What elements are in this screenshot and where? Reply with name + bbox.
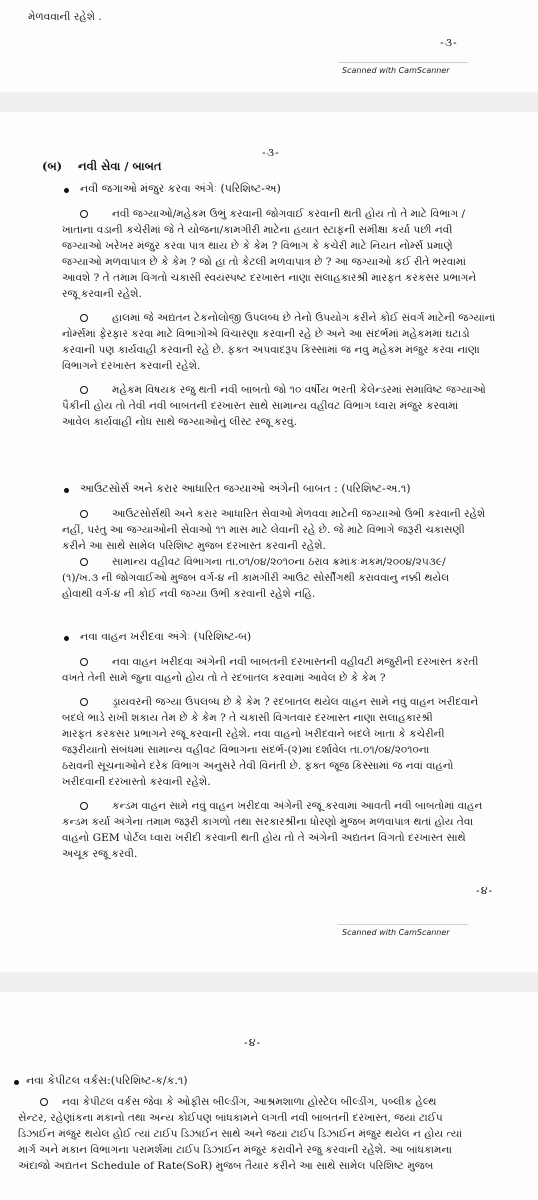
page-text-end: મેળવવાની રહેશે . bbox=[28, 11, 102, 23]
paragraph-line: હોવાથી વર્ગ-૪ ની કોઈ નવી જગ્યા ઉભી કરવાની રહેશે નહિ. bbox=[62, 588, 316, 600]
circle-bullet-icon bbox=[80, 658, 88, 666]
paragraph-line: ખરીદવાની દરખાસ્તો કરવાની રહેશે. bbox=[62, 776, 211, 788]
paragraph-line: નવી જગ્યાઓ/મહેકમ ઉભું કરવાની જોગવાઈ કરવાની થતી હોય તો તે માટે વિભાગ / bbox=[112, 208, 466, 220]
circle-bullet-icon bbox=[80, 386, 88, 394]
group-heading-outsource: આઉટસોર્સ અને કરાર આધારિત જગ્યાઓ અંગેની બાબત : (પરિશિષ્ટ-અ.૧) bbox=[80, 482, 411, 495]
paragraph-line: ડિઝાઈન મંજુર થયેલ હોઈ ત્યાં ટાઈપ ડિઝાઈન સાથે અને જયાં ટાઈપ ડિઝાઈન મંજુર થયેલ ન હોય ત્યાં bbox=[18, 1128, 463, 1140]
circle-bullet-icon bbox=[80, 802, 88, 810]
page-number: -૩- bbox=[262, 146, 280, 159]
paragraph-line: જગ્યાઓ મળવાપાત્ર છે કે કેમ ? જો હા તો કેટલી મળવાપાત્ર છે ? આ જગ્યાઓ કઈ રીતે ભરવામાં bbox=[62, 256, 466, 268]
paragraph-line: રજૂ કરવાની રહેશે. bbox=[62, 288, 142, 300]
section-label: (બ) bbox=[42, 159, 63, 173]
paragraph-line: સેન્ટર, રહેણાંકના મકાનો તથા અન્ય કોઈપણ બાંધકામને લગતી નવી બાબતની દરખાસ્ત, જયાં ટાઈપ bbox=[18, 1112, 443, 1124]
page-top-fragment bbox=[0, 0, 538, 92]
paragraph-line: જગ્યાઓ ખરેખર મંજુર કરવા પાત્ર થાય છે કે કેમ ? વિભાગ કે કચેરી માટે નિયત નોર્મ્સ પ્રમાણે bbox=[62, 240, 453, 252]
paragraph-line: કરવાની પણ કાર્યવાહી કરવાની રહે છે. ફક્ત અપવાદરૂપ કિસ્સામાં જ નવુ મહેકમ મંજુર કરવા નાણા bbox=[62, 344, 480, 356]
scanned-label: Scanned with CamScanner bbox=[342, 928, 450, 937]
next-page-marker: -૪- bbox=[476, 884, 494, 897]
paragraph-line: ઠરાવની સૂચનાઓને દરેક વિભાગ અનુસરે તેવી વિનંતી છે. ફક્ત જૂજ કિસ્સામાં જ નવાં વાહનો bbox=[62, 760, 454, 772]
paragraph-line: નવા કેપીટલ વર્કસ જેવા કે ઓફીસ બીલ્ડીંગ, આશ્રમશાળા હોસ્ટેલ બીલ્ડીંગ, પબ્લીક હેલ્થ bbox=[62, 1096, 437, 1108]
circle-bullet-icon bbox=[80, 210, 88, 218]
circle-bullet-icon bbox=[80, 314, 88, 322]
page-next-fragment bbox=[0, 992, 538, 1200]
paragraph-line: પૈકીની હોય તો તેવી નવી બાબતની દરખાસ્ત સાથે સામાન્ય વહીવટ વિભાગ ધ્વારા મંજુર કરવામાં bbox=[62, 400, 459, 412]
page-main bbox=[0, 112, 538, 972]
page-gap bbox=[0, 972, 538, 992]
paragraph-line: (૧)/ખ.૩ ની જોગવાઈઓ મુજબ વર્ગ-૪ ની કામગીરી આઉટ સોર્સીંગથી કરાવવાનુ નક્કી થયેલ bbox=[62, 572, 450, 584]
circle-bullet-icon bbox=[80, 698, 88, 706]
scanned-label: Scanned with CamScanner bbox=[342, 66, 450, 75]
circle-bullet-icon bbox=[40, 1098, 48, 1106]
paragraph-line: ડ્રાયવરની જગ્યા ઉપલબ્ધ છે કે કેમ ? રદબાતલ થયેલ વાહન સામે નવું વાહન ખરીદવાને bbox=[112, 696, 479, 708]
bullet-icon bbox=[14, 1080, 19, 1085]
paragraph-line: જરૂરીયાતો સંબંધમાં સામાન્ય વહીવટ વિભાગના સંદર્ભ-(૨)માં દર્શાવેલ તા.૦૧/૦૪/૨૦૧૦ના bbox=[62, 744, 430, 756]
circle-bullet-icon bbox=[80, 558, 88, 566]
paragraph-line: કરીને આ સાથે સામેલ પરિશિષ્ટ મુજબ દરખાસ્ત કરવાની રહેશે. bbox=[62, 540, 326, 552]
paragraph-line: માર્ગ અને મકાન વિભાગના પરામર્શમાં ટાઈપ ડિઝાઈન મંજુર કરાવીને રજુ કરવાની રહેશે. આ બાંધકામના bbox=[18, 1144, 452, 1156]
paragraph-line: બદલે ભાડે રાખી શકાય તેમ છે કે કેમ ? તે ચકાસી વિગતવાર દરખાસ્ત નાણા સલાહકારશ્રી bbox=[62, 712, 433, 724]
paragraph-line: હાલમાં જે અદ્યતન ટેકનોલોજી ઉપલબ્ધ છે તેનો ઉપયોગ કરીને કોઈ સંવર્ગ માટેની જગ્યાનાં bbox=[112, 312, 496, 324]
paragraph-line: નહીં, પરંતુ આ જગ્યાઓની સેવાઓ ૧૧ માસ માટે લેવાની રહે છે. જે માટે વિભાગે જરૂરી ચકાસણી bbox=[62, 524, 465, 536]
paragraph-line: આઉટસોર્સથી અને કરાર આધારિત સેવાઓ મેળવવા માટેની જગ્યાઓ ઉભી કરવાની રહેશે bbox=[112, 508, 486, 520]
bullet-icon bbox=[64, 488, 69, 493]
scan-divider bbox=[338, 62, 468, 63]
paragraph-line: કન્ડમ કર્યા અંગેના તમામ જરૂરી કાગળો તથા સરકારશ્રીના ધોરણો મુજબ મળવાપાત્ર થતાં હોય તેવા bbox=[62, 816, 474, 828]
paragraph-line: આવશે ? તે તમામ વિગતો ચકાસી સ્વયંસ્પષ્ટ દરખાસ્ત નાણા સલાહકારશ્રી મારફત કરકસર પ્રભાગને bbox=[62, 272, 477, 284]
section-title: નવી સેવા / બાબત bbox=[78, 159, 162, 173]
bullet-icon bbox=[64, 188, 69, 193]
group-heading-vehicles: નવા વાહન ખરીદવા અંગેઃ (પરિશિષ્ટ-બ) bbox=[80, 630, 252, 643]
paragraph-line: નોર્મ્સમાં ફેરફાર કરવા માટે વિભાગોએ વિચારણા કરવાની રહે છે અને આ સંદર્ભમાં મહેકમમાં ઘટાડો bbox=[62, 328, 470, 340]
page-number: -૪- bbox=[244, 1036, 262, 1049]
group-heading-capital-works: નવા કેપીટલ વર્કસ:(પરિશિષ્ટ-ક/ક.૧) bbox=[26, 1074, 188, 1087]
scan-divider bbox=[338, 924, 468, 925]
paragraph-line: આવેલ કાર્યવાહી નોંધ સાથે જગ્યાઓનું લીસ્ટ રજૂ કરવું. bbox=[62, 416, 297, 428]
paragraph-line: વાહનો GEM પોર્ટલ ધ્વારા ખરીદી કરવાની થતી હોય તો તે અંગેની અદ્યતન વિગતો દરખાસ્ત સાથે bbox=[62, 832, 466, 844]
paragraph-line: વખતે તેની સામે જુના વાહનો હોય તો તે રદબાતલ કરવામાં આવેલ છે કે કેમ ? bbox=[62, 672, 386, 684]
bullet-icon bbox=[64, 636, 69, 641]
page-number: -૩- bbox=[440, 36, 458, 49]
paragraph-line: સામાન્ય વહીવટ વિભાગના તા.૦૧/૦૪/૨૦૧૦ના ઠરાવ ક્રમાંકઃમકમ/૨૦૦૪/૨૫૩૯/ bbox=[112, 556, 446, 568]
paragraph-line: નવા વાહન ખરીદવા અંગેની નવી બાબતની દરખાસ્તની વહીવટી મંજુરીની દરખાસ્ત કરતી bbox=[112, 656, 479, 668]
circle-bullet-icon bbox=[80, 510, 88, 518]
paragraph-line: મહેકમ વિષયક રજુ થતી નવી બાબતો જો ૧૦ વર્ષીય ભરતી કેલેન્ડરમાં સમાવિષ્ટ જગ્યાઓ bbox=[112, 384, 486, 396]
paragraph-line: અંદાજો અદ્યતન Schedule of Rate(SoR) મુજબ તૈયાર કરીને આ સાથે સામેલ પરિશિષ્ટ મુજબ bbox=[18, 1160, 434, 1172]
paragraph-line: વિભાગને દરખાસ્ત કરવાની રહેશે. bbox=[62, 360, 201, 372]
page-gap bbox=[0, 92, 538, 112]
paragraph-line: અચૂક રજૂ કરવી. bbox=[62, 848, 138, 860]
paragraph-line: મારફત કરકસર પ્રભાગને રજૂ કરવાની રહેશે. નવા વાહનો ખરીદવાને બદલે ખાતા કે કચેરીની bbox=[62, 728, 445, 740]
paragraph-line: ખાતાના વડાની કચેરીમાં જે તે યોજના/કામગીરી માટેના હયાત સ્ટાફની સમીક્ષા કર્યા પછી નવી bbox=[62, 224, 453, 236]
group-heading-new-posts: નવી જગાઓ મંજુર કરવા અંગેઃ (પરિશિષ્ટ-અ) bbox=[80, 182, 281, 195]
paragraph-line: કન્ડમ વાહન સામે નવું વાહન ખરીદવા અંગેની રજૂ કરવામાં આવતી નવી બાબતોમાં વાહન bbox=[112, 800, 483, 812]
